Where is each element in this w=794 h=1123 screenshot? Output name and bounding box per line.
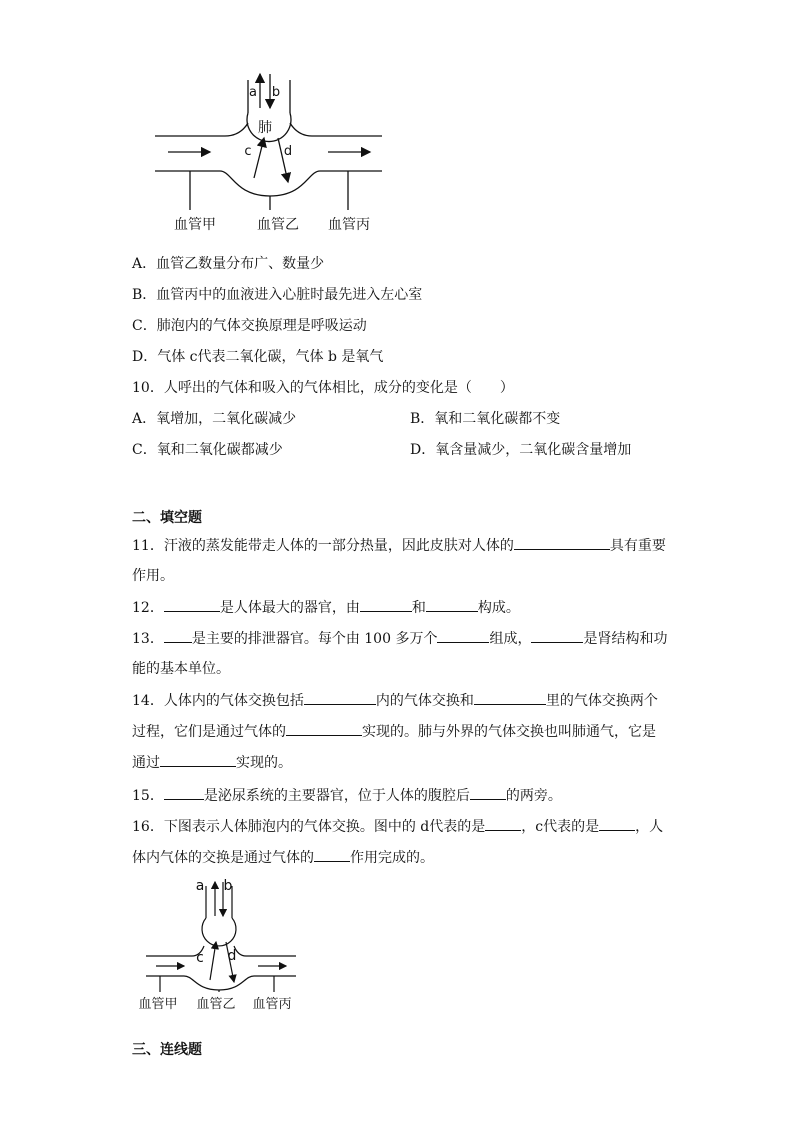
lung-label: 肺 (258, 120, 272, 136)
q14-text-6: 通过 (132, 755, 160, 771)
vessel-yi-label-2: 血管乙 (196, 997, 236, 1012)
q11-line2: 作用。 (132, 568, 174, 584)
q10-option-a: A．氧增加，二氧化碳减少 (132, 411, 297, 427)
q16-line2 (132, 847, 434, 868)
gas-b-label-2: b (223, 878, 233, 894)
q15-text-1: 15． (132, 788, 164, 804)
q11-text-2: 具有重要 (609, 538, 666, 554)
q10-option-d: D．氧含量减少，二氧化碳含量增加 (410, 442, 632, 458)
q11-line1 (132, 535, 666, 556)
q15-blank-1[interactable] (164, 785, 204, 800)
q14-line3 (132, 752, 292, 773)
q14-blank-3[interactable] (286, 721, 362, 736)
q13-line2: 能的基本单位。 (132, 661, 230, 677)
q16-text-2: ，c代表的是 (521, 819, 600, 835)
q11-text-1: 11．汗液的蒸发能带走人体的一部分热量，因此皮肤对人体的 (132, 538, 514, 554)
gas-c-label: c (244, 144, 252, 159)
section-fill-in-title: 二、填空题 (132, 510, 202, 526)
q16-text-5: 作用完成的。 (350, 850, 434, 866)
q14-line2 (132, 721, 656, 742)
q10-option-c: C．氧和二氧化碳都减少 (132, 442, 283, 458)
gas-a-label-2: a (195, 878, 205, 894)
q12-blank-1[interactable] (164, 597, 220, 612)
gas-d-label: d (283, 144, 293, 159)
vessel-yi-label: 血管乙 (257, 217, 299, 233)
alveolus-gas-exchange-diagram-1 (140, 68, 400, 238)
q10-option-b: B．氧和二氧化碳都不变 (410, 411, 561, 427)
q16-line1 (132, 816, 663, 837)
q12-blank-2[interactable] (360, 597, 412, 612)
q9-option-b: B．血管丙中的血液进入心脏时最先进入左心室 (132, 287, 423, 303)
vessel-bing-label: 血管丙 (328, 217, 370, 233)
q14-text-1: 14．人体内的气体交换包括 (132, 693, 304, 709)
q13-blank-1[interactable] (164, 628, 192, 643)
q14-line1 (132, 690, 658, 711)
q9-option-c: C．肺泡内的气体交换原理是呼吸运动 (132, 318, 367, 334)
q11-blank[interactable] (514, 535, 610, 550)
q14-text-4: 过程，它们是通过气体的 (132, 724, 286, 740)
q15-text-2: 是泌尿系统的主要器官，位于人体的腹腔后 (203, 788, 470, 804)
q12-text-2: 是人体最大的器官，由 (219, 600, 360, 616)
q16-blank-2[interactable] (599, 816, 635, 831)
q14-text-5: 实现的。肺与外界的气体交换也叫肺通气，它是 (362, 724, 656, 740)
q10-stem: 10．人呼出的气体和吸入的气体相比，成分的变化是（ ） (132, 380, 514, 396)
q14-blank-1[interactable] (304, 690, 376, 705)
q13-line1 (132, 628, 667, 649)
vessel-jia-label: 血管甲 (174, 217, 216, 233)
gas-a-label: a (249, 85, 257, 100)
q14-text-2: 内的气体交换和 (375, 693, 474, 709)
q15-text-3: 的两旁。 (505, 788, 562, 804)
q12-text-1: 12． (132, 600, 164, 616)
q12-text-3: 和 (411, 600, 426, 616)
q12-blank-3[interactable] (426, 597, 478, 612)
q16-text-1: 16．下图表示人体肺泡内的气体交换。图中的 d代表的是 (132, 819, 486, 835)
q14-text-7: 实现的。 (236, 755, 292, 771)
q13-blank-2[interactable] (437, 628, 489, 643)
gas-b-label: b (271, 85, 281, 100)
gas-c-label-2: c (196, 950, 204, 966)
q14-blank-4[interactable] (160, 752, 236, 767)
q14-text-3: 里的气体交换两个 (545, 693, 658, 709)
q16-blank-3[interactable] (314, 847, 350, 862)
q15-line (132, 785, 562, 806)
vessel-bing-label-2: 血管丙 (252, 997, 292, 1012)
q12-line (132, 597, 520, 618)
q13-text-2: 是主要的排泄器官。每个由 100 多万个 (191, 631, 438, 647)
q15-blank-2[interactable] (470, 785, 506, 800)
q13-blank-3[interactable] (531, 628, 583, 643)
q13-text-4: 是肾结构和功 (583, 631, 668, 647)
q13-text-3: 组成， (489, 631, 532, 647)
section-matching-title: 三、连线题 (132, 1042, 202, 1058)
q14-blank-2[interactable] (474, 690, 546, 705)
q12-text-4: 构成。 (477, 600, 520, 616)
q16-text-3: ，人 (635, 819, 664, 835)
gas-d-label-2: d (227, 948, 237, 964)
q13-text-1: 13． (132, 631, 164, 647)
q9-option-d: D．气体 c代表二氧化碳，气体 b 是氧气 (132, 349, 384, 365)
vessel-jia-label-2: 血管甲 (138, 997, 178, 1012)
alveolus-gas-exchange-diagram-2 (134, 876, 314, 1016)
q9-option-a: A．血管乙数量分布广、数量少 (132, 256, 325, 272)
q16-blank-1[interactable] (485, 816, 521, 831)
q16-text-4: 体内气体的交换是通过气体的 (132, 850, 314, 866)
